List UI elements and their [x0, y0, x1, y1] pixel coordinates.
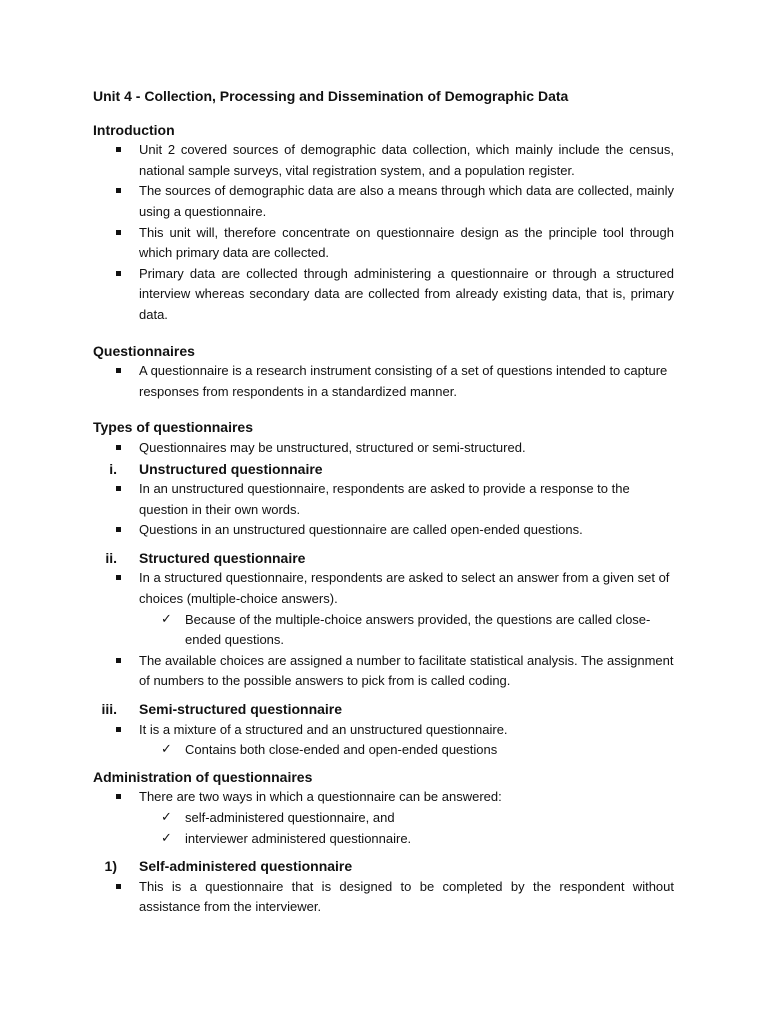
list-item: In an unstructured questionnaire, respondents are asked to provide a response to the question in their own words. [93, 479, 674, 520]
list-item: Questions in an unstructured questionnaire are called open-ended questions. [93, 520, 674, 541]
list-item: There are two ways in which a questionnaire can be answered: [93, 787, 674, 808]
check-list-item: ✓ Because of the multiple-choice answers provided, the questions are called close-ended questions. [161, 611, 651, 648]
introduction-section [93, 120, 674, 326]
introduction-heading: Introduction [93, 121, 175, 138]
check-list-item: ✓ self-administered questionnaire, and [93, 808, 674, 829]
checkmark-icon: ✓ [161, 810, 172, 825]
list-item: Unit 2 covered sources of demographic data collection, which mainly include the census, national sample surveys, vital registration system, and a population register. [93, 140, 674, 181]
administration-section [93, 767, 674, 918]
check-list-item: ✓ interviewer administered questionnaire. [93, 829, 674, 850]
checkmark-icon: ✓ [161, 742, 172, 758]
types-section [93, 417, 674, 761]
square-bullet-icon [116, 445, 121, 450]
structured-subheading: ii. Structured questionnaire [105, 549, 306, 566]
square-bullet-icon [116, 727, 121, 732]
self-administered-subheading: 1) Self-administered questionnaire [104, 858, 353, 875]
questionnaires-heading: Questionnaires [93, 342, 195, 359]
checkmark-icon: ✓ [161, 830, 172, 846]
square-bullet-icon [116, 147, 121, 152]
list-item: In a structured questionnaire, respondents are asked to select an answer from a given set of choices (multiple-choice answers). [93, 568, 674, 609]
unstructured-subheading: i. Unstructured questionnaire [109, 460, 323, 477]
square-bullet-icon [116, 188, 121, 193]
list-item: Questionnaires may be unstructured, structured or semi-structured. [93, 438, 674, 459]
list-item: A questionnaire is a research instrument consisting of a set of questions intended to capture responses from respondents in a standardized manner. [93, 361, 674, 402]
square-bullet-icon [116, 658, 121, 663]
square-bullet-icon [116, 575, 121, 580]
check-list-item: ✓ Contains both close-ended and open-ended questions [93, 740, 674, 761]
square-bullet-icon [116, 527, 121, 532]
square-bullet-icon [116, 486, 121, 491]
list-item: It is a mixture of a structured and an unstructured questionnaire. [93, 720, 674, 741]
administration-heading: Administration of questionnaires [93, 768, 313, 785]
list-item: The available choices are assigned a number to facilitate statistical analysis. The assignment of numbers to the possible answers to pick from is called coding. [93, 651, 674, 692]
list-item: Primary data are collected through administering a questionnaire or through a structured interview whereas secondary data are collected from already existing data, that is, primary data. [93, 264, 674, 326]
checkmark-icon: ✓ [161, 611, 172, 627]
square-bullet-icon [116, 794, 121, 799]
square-bullet-icon [116, 368, 121, 373]
square-bullet-icon [116, 230, 121, 235]
square-bullet-icon [116, 271, 121, 276]
semi-structured-subheading: iii. Semi-structured questionnaire [101, 701, 343, 718]
questionnaires-section [93, 341, 674, 403]
list-item: This is a questionnaire that is designed to be completed by the respondent without assistance from the interviewer. [93, 877, 674, 918]
document-title: Unit 4 - Collection, Processing and Dissemination of Demographic Data [93, 88, 569, 104]
list-item: This unit will, therefore concentrate on questionnaire design as the principle tool through which primary data are collected. [93, 223, 674, 264]
types-heading: Types of questionnaires [93, 419, 253, 436]
square-bullet-icon [116, 884, 121, 889]
list-item: The sources of demographic data are also a means through which data are collected, mainly using a questionnaire. [93, 181, 674, 222]
